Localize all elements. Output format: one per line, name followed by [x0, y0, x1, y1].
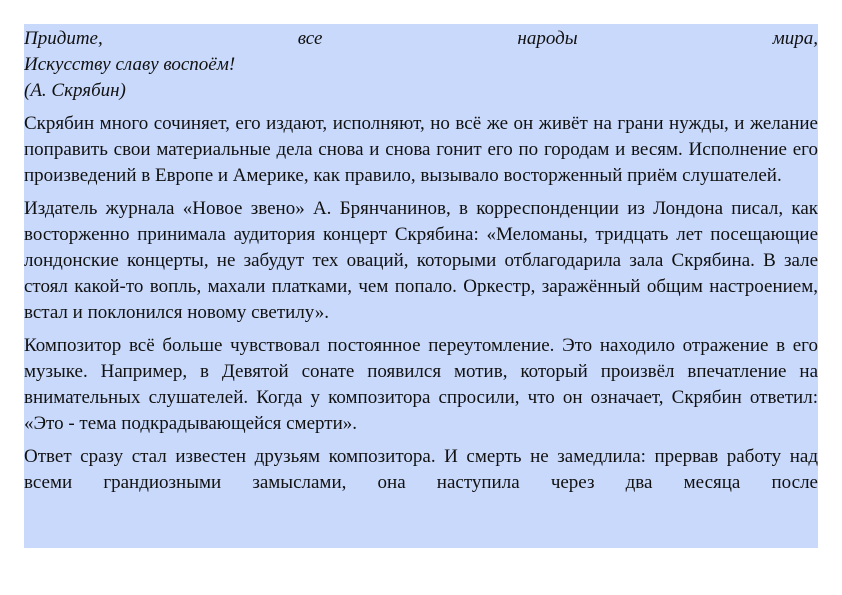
epigraph-line-2: Искусству славу воспоём! [24, 54, 236, 75]
text-block [24, 24, 818, 548]
paragraph-1: Скрябин много сочиняет, его издают, исполняют, но всё же он живёт на грани нужды, и желание поправить свои материальные дела снова и снова гонит его по городам и весям. Исполнение его произведений в Европе и Америке, как правило, вызывало восторженный приём слушателей. [24, 113, 818, 186]
epigraph-attribution: (А. Скрябин) [24, 80, 126, 101]
epigraph-line-1: Придите, все народы мира, [24, 28, 818, 49]
paragraph-2: Издатель журнала «Новое звено» А. Брянчанинов, в корреспонденции из Лондона писал, как восторженно принимала аудитория концерт Скрябина: «Меломаны, тридцать лет посещающие лондонские концерты, не забудут тех оваций, которыми отблагодарила зала Скрябина. В зале стоял какой-то вопль, махали платками, чем попало. Оркестр, заражённый общим настроением, встал и поклонился новому светилу». [24, 198, 818, 323]
paragraph-3: Композитор всё больше чувствовал постоянное переутомление. Это находило отражение в его музыке. Например, в Девятой сонате появился мотив, который произвёл впечатление на внимательных слушателей. Когда у композитора спросили, что он означает, Скрябин ответил: «Это - тема подкрадывающейся смерти». [24, 335, 818, 434]
paragraph-4: Ответ сразу стал известен друзьям композитора. И смерть не замедлила: прервав работу над всеми грандиозными замыслами, она наступила через два месяца после [24, 446, 818, 493]
